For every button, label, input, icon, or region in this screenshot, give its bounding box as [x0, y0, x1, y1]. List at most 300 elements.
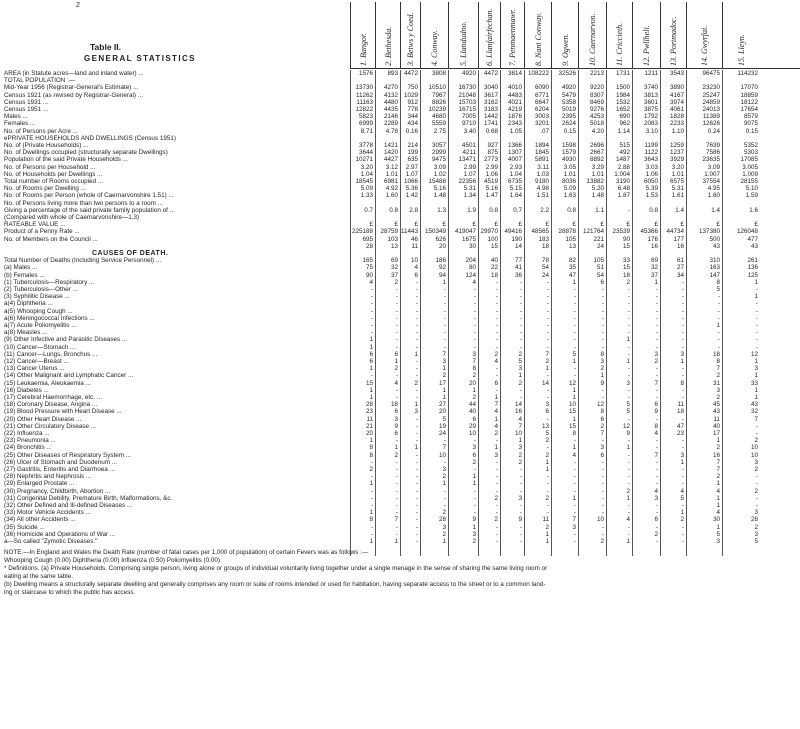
table-cell: 893 — [387, 70, 398, 77]
column-heading — [420, 2, 449, 68]
table-cell: - — [681, 530, 684, 538]
column-header — [350, 2, 800, 68]
table-cell: - — [473, 487, 476, 495]
table-cell: - — [627, 365, 630, 373]
table-cell: - — [395, 386, 398, 394]
table-cell: - — [755, 473, 758, 481]
column-heading-text: 8. Nant Conway. — [533, 12, 543, 66]
table-cell: - — [495, 286, 498, 293]
table-cell: 4007 — [507, 156, 522, 164]
table-cell: - — [495, 523, 498, 531]
table-cell: 1.51 — [536, 192, 549, 200]
row-label: (34) All other Accidents ... — [4, 516, 76, 524]
table-cell: £ — [626, 221, 630, 229]
table-cell: - — [627, 322, 630, 329]
table-cell: 5.36 — [405, 185, 418, 193]
table-cell: 9075 — [743, 120, 758, 128]
table-cell: - — [655, 293, 658, 301]
table-cell: 4 — [626, 516, 630, 524]
table-cell: 3 — [754, 365, 758, 373]
column-heading — [660, 2, 687, 68]
table-cell: 176 — [647, 235, 658, 243]
column-heading-text: 12. Pwllheli. — [642, 25, 651, 66]
table-cell: - — [601, 509, 604, 517]
table-cell: 92 — [438, 264, 446, 272]
table-cell: - — [519, 509, 522, 517]
table-cell: 2 — [545, 494, 549, 502]
table-cell: 4 — [716, 509, 720, 517]
table-cell: 9276 — [589, 106, 604, 113]
table-cell: 177 — [673, 235, 684, 243]
table-cell: - — [370, 502, 373, 509]
table-cell: 10271 — [355, 156, 373, 164]
table-cell: - — [519, 473, 522, 481]
table-cell: - — [495, 293, 498, 301]
table-cell: - — [415, 307, 418, 315]
table-cell: 4211 — [462, 149, 476, 157]
table-cell: - — [395, 458, 398, 466]
table-cell: 7 — [600, 430, 604, 437]
row-label: (18) Coronary Disease, Angina ... — [4, 401, 98, 409]
table-cell: - — [473, 286, 476, 293]
table-cell: - — [573, 329, 576, 337]
table-cell: 1 — [369, 365, 373, 373]
table-cell: - — [681, 293, 684, 301]
table-cell: 1.48 — [433, 192, 446, 200]
table-cell: 8 — [680, 379, 684, 387]
table-cell: 962 — [619, 120, 630, 128]
table-cell: 9710 — [461, 120, 476, 128]
table-cell: 4 — [394, 379, 398, 387]
footnote-line: ing or staircase to which the public has access. — [4, 589, 136, 597]
table-cell: 4483 — [507, 91, 522, 99]
table-cell: 16730 — [458, 84, 476, 92]
table-cell: - — [681, 394, 684, 401]
table-cell: 4519 — [483, 178, 498, 185]
table-cell: 1500 — [615, 84, 630, 92]
table-cell: 24859 — [702, 98, 720, 106]
row-label: (33) Motor Vehicle Accidents ... — [4, 509, 91, 517]
table-cell: - — [601, 286, 604, 293]
table-cell: - — [519, 307, 522, 315]
table-cell: - — [519, 286, 522, 293]
table-cell: 8 — [654, 422, 658, 430]
table-cell: 136 — [747, 264, 758, 272]
table-cell: 1.009 — [742, 170, 758, 178]
table-cell: 1 — [754, 293, 758, 301]
table-cell: - — [473, 502, 476, 509]
row-label: (a) Males ... — [4, 264, 38, 272]
column-rule — [478, 70, 479, 556]
table-cell: 19 — [438, 422, 446, 430]
row-label: Census 1951 ... — [4, 106, 49, 113]
table-cell: 2 — [545, 523, 549, 531]
row-label: (1) Tuberculosis—Respiratory ... — [4, 278, 95, 286]
table-cell: 3.29 — [591, 163, 604, 171]
table-cell: 12626 — [702, 120, 720, 128]
table-cell: 4253 — [589, 113, 604, 121]
row-label: a(6) Meningococcal Infections ... — [4, 314, 95, 322]
table-cell: 20 — [438, 242, 446, 250]
table-cell: 3.09 — [707, 163, 720, 171]
table-cell: - — [370, 530, 373, 538]
table-cell: 3 — [754, 458, 758, 466]
table-cell: 5 — [442, 415, 446, 423]
table-cell: 28 — [438, 516, 446, 524]
table-cell: - — [573, 307, 576, 315]
row-label: (36) Homicide and Operations of War ... — [4, 530, 116, 538]
table-cell: 12 — [622, 422, 630, 430]
table-cell: 5 — [716, 530, 720, 538]
table-cell: - — [495, 480, 498, 488]
table-cell: 2 — [518, 451, 522, 459]
row-label: (17) Cerebral Haemorrhage, etc. ... — [4, 394, 102, 401]
table-cell: 6 — [545, 408, 549, 416]
table-cell: 1 — [472, 473, 476, 481]
table-cell: 4501 — [461, 142, 476, 149]
table-cell: - — [681, 502, 684, 509]
table-cell: 10 — [438, 451, 446, 459]
table-cell: 1 — [572, 394, 576, 401]
table-cell: 7 — [472, 358, 476, 365]
column-rule — [686, 70, 687, 556]
table-cell: 1.4 — [711, 206, 720, 214]
table-cell: 82 — [568, 257, 576, 265]
table-cell: 8 — [369, 451, 373, 459]
table-cell: 1 — [545, 538, 549, 545]
table-cell: 6981 — [383, 178, 398, 185]
table-cell: 2999 — [431, 149, 446, 157]
table-cell: 11443 — [400, 228, 418, 236]
table-cell: - — [473, 509, 476, 517]
table-cell: - — [681, 286, 684, 293]
table-cell: - — [415, 430, 418, 437]
table-cell: - — [655, 509, 658, 517]
table-cell: - — [546, 415, 549, 423]
table-cell: 1 — [369, 437, 373, 445]
row-label: (35) Suicide ... — [4, 523, 45, 531]
table-cell: - — [415, 451, 418, 459]
table-cell: 310 — [709, 257, 720, 265]
table-cell: - — [370, 473, 373, 481]
table-cell: 1.07 — [405, 170, 418, 178]
table-cell: - — [573, 437, 576, 445]
table-cell: - — [370, 293, 373, 301]
table-cell: - — [395, 530, 398, 538]
column-heading-text: 5. Llandudno. — [459, 21, 468, 66]
table-cell: 1.60 — [385, 192, 398, 200]
table-cell: 3 — [518, 444, 522, 452]
table-cell: - — [546, 322, 549, 329]
row-label: (12) Cancer—Breast ... — [4, 358, 69, 365]
table-cell: - — [655, 444, 658, 452]
table-cell: 7 — [716, 365, 720, 373]
table-cell: 3162 — [483, 98, 498, 106]
table-cell: - — [395, 286, 398, 293]
column-rule — [375, 70, 376, 556]
table-cell: 31 — [712, 379, 720, 387]
table-cell: - — [717, 300, 720, 308]
table-cell: 1.01 — [591, 170, 604, 178]
table-cell: 20 — [468, 379, 476, 387]
table-cell: 108222 — [527, 70, 549, 77]
table-cell: 17085 — [740, 156, 758, 164]
table-cell: 10 — [568, 401, 576, 409]
table-cell: 500 — [709, 235, 720, 243]
table-cell: - — [415, 487, 418, 495]
table-cell: 1.33 — [360, 192, 373, 200]
table-cell: 25247 — [702, 91, 720, 99]
table-cell: 37 — [390, 271, 398, 279]
table-cell: 1 — [626, 538, 630, 545]
table-cell: 1 — [472, 523, 476, 531]
table-cell: 2 — [716, 473, 720, 481]
table-cell: 44 — [468, 401, 476, 409]
table-cell: 4427 — [383, 156, 398, 164]
row-label: No. of Members on the Council ... — [4, 235, 98, 243]
table-cell: - — [395, 314, 398, 322]
row-label: (27) Gastritis, Enteritis and Diarrhoea ... — [4, 466, 115, 473]
table-cell: 3.005 — [742, 163, 758, 171]
row-label: (24) Bronchitis ... — [4, 444, 52, 452]
table-cell: - — [681, 307, 684, 315]
table-cell: 4 — [414, 264, 418, 272]
table-cell: 3601 — [643, 98, 658, 106]
row-label: Total Number of Deaths (Including Service Personnel) ... — [4, 257, 162, 265]
table-cell: 1.53 — [645, 192, 658, 200]
table-cell: 2233 — [669, 120, 684, 128]
table-cell: - — [655, 480, 658, 488]
table-cell: - — [495, 458, 498, 466]
table-cell: - — [573, 293, 576, 301]
table-cell: 12822 — [355, 106, 373, 113]
table-cell: £ — [494, 221, 498, 229]
table-cell: - — [681, 322, 684, 329]
table-cell: - — [655, 538, 658, 545]
table-cell: 2 — [545, 451, 549, 459]
table-cell: 7 — [716, 458, 720, 466]
table-cell: - — [443, 307, 446, 315]
table-cell: 1 — [716, 523, 720, 531]
table-cell: 12 — [750, 350, 758, 358]
table-cell: 1 — [369, 509, 373, 517]
table-cell: - — [519, 278, 522, 286]
row-label: a(5) Whooping Cough ... — [4, 307, 73, 315]
table-cell: 750 — [407, 84, 418, 92]
table-cell: 8 — [716, 358, 720, 365]
table-cell: - — [395, 523, 398, 531]
table-cell: 13730 — [355, 84, 373, 92]
table-cell: - — [655, 473, 658, 481]
table-cell: 778 — [407, 106, 418, 113]
table-cell: 2 — [494, 350, 498, 358]
table-cell: - — [546, 307, 549, 315]
table-cell: 5 — [545, 430, 549, 437]
table-cell: - — [495, 466, 498, 473]
table-cell: 16 — [514, 408, 522, 416]
column-heading — [478, 2, 501, 68]
table-cell: 1 — [626, 358, 630, 365]
table-cell: 13 — [568, 242, 576, 250]
table-cell: 7586 — [705, 149, 720, 157]
table-cell: 199 — [407, 149, 418, 157]
table-cell: 3 — [472, 350, 476, 358]
table-cell: - — [546, 293, 549, 301]
table-cell: - — [415, 523, 418, 531]
table-cell: 16 — [650, 242, 658, 250]
table-cell: 8892 — [589, 156, 604, 164]
table-cell: - — [655, 415, 658, 423]
table-cell: 5.31 — [671, 185, 684, 193]
table-cell: 1 — [654, 278, 658, 286]
table-cell: 3 — [545, 401, 549, 409]
column-heading — [500, 2, 525, 68]
table-cell: 10 — [514, 430, 522, 437]
table-cell: - — [573, 314, 576, 322]
table-cell: 1792 — [643, 113, 658, 121]
table-cell: - — [473, 494, 476, 502]
table-cell: 3543 — [669, 70, 684, 77]
table-cell: 6 — [414, 271, 418, 279]
table-cell: 4472 — [483, 70, 498, 77]
table-cell: 4 — [494, 408, 498, 416]
table-cell: £ — [369, 221, 373, 229]
table-cell: - — [573, 509, 576, 517]
table-cell: - — [755, 286, 758, 293]
table-cell: - — [601, 336, 604, 344]
table-cell: - — [495, 502, 498, 509]
table-cell: 15 — [568, 422, 576, 430]
table-cell: - — [495, 322, 498, 329]
table-cell: 1741 — [483, 120, 498, 128]
table-cell: 2 — [442, 530, 446, 538]
table-cell: 80 — [468, 264, 476, 272]
table-cell: - — [627, 314, 630, 322]
table-cell: 29 — [468, 422, 476, 430]
table-cell: 13882 — [586, 178, 604, 185]
table-cell: 33 — [750, 379, 758, 387]
table-cell: 124 — [465, 271, 476, 279]
table-cell: 20 — [438, 408, 446, 416]
table-cell: - — [495, 329, 498, 337]
table-cell: 7 — [572, 516, 576, 524]
table-cell: - — [573, 365, 576, 373]
table-cell: 8 — [716, 278, 720, 286]
table-cell: 1 — [545, 530, 549, 538]
table-cell: - — [519, 322, 522, 329]
table-cell: 18 — [390, 401, 398, 409]
table-cell: 1 — [716, 502, 720, 509]
table-cell: 1894 — [534, 142, 549, 149]
table-cell: 225188 — [351, 228, 373, 236]
table-cell: 6 — [600, 451, 604, 459]
table-cell: 1.1 — [595, 206, 604, 214]
table-cell: 17 — [712, 430, 720, 437]
table-cell: - — [627, 293, 630, 301]
table-cell: 3040 — [483, 84, 498, 92]
table-cell: 1 — [572, 386, 576, 394]
table-cell: - — [681, 437, 684, 445]
table-cell: 54 — [596, 271, 604, 279]
table-cell: 4.20 — [591, 127, 604, 135]
row-label: a(4) Diphtheria ... — [4, 300, 53, 308]
table-cell: 2 — [754, 523, 758, 531]
column-rule — [350, 70, 351, 556]
row-label: Census 1921 (as revised by Registrar-General) ... — [4, 91, 143, 99]
footnotes — [4, 549, 800, 597]
table-cell: 4472 — [403, 70, 418, 77]
row-label: No. of Rooms per Person (whole of Caernarvonshire 1.51) ... — [4, 192, 174, 200]
table-cell: - — [443, 329, 446, 337]
table-cell: 1 — [572, 358, 576, 365]
table-cell: - — [627, 329, 630, 337]
column-heading — [448, 2, 479, 68]
table-cell: - — [655, 286, 658, 293]
table-cell: 10 — [750, 451, 758, 459]
column-heading-text: 14. Gwyrfai. — [700, 25, 709, 66]
table-cell: 2 — [754, 437, 758, 445]
table-cell: - — [370, 372, 373, 380]
table-cell: 1.3 — [437, 206, 446, 214]
table-cell: - — [655, 437, 658, 445]
table-cell: 1828 — [669, 113, 684, 121]
table-cell: 2 — [494, 494, 498, 502]
table-cell: 1 — [518, 437, 522, 445]
table-cell: 690 — [619, 113, 630, 121]
table-cell: 14 — [541, 379, 549, 387]
table-cell: - — [573, 322, 576, 329]
table-cell: - — [395, 329, 398, 337]
row-label: (9) Other Infective and Parasitic Diseases ... — [4, 336, 128, 344]
table-cell: 8 — [600, 350, 604, 358]
table-cell: - — [601, 487, 604, 495]
table-cell: - — [415, 502, 418, 509]
table-cell: 1 — [716, 480, 720, 488]
table-cell: 8 — [572, 430, 576, 437]
table-cell: - — [601, 293, 604, 301]
table-cell: 1 — [572, 494, 576, 502]
table-cell: 695 — [362, 235, 373, 243]
table-cell: 1598 — [561, 142, 576, 149]
table-cell: 47 — [568, 271, 576, 279]
table-cell: - — [627, 480, 630, 488]
table-cell: 1 — [442, 386, 446, 394]
table-cell: 1 — [545, 458, 549, 466]
table-cell: 5 — [680, 494, 684, 502]
table-cell: - — [395, 494, 398, 502]
footnote-line: NOTE.—In England and Wales the Death Rate (number of fatal cases per 1,000 of population) of certain Fevers was as follows :— — [4, 549, 369, 557]
table-cell: - — [415, 278, 418, 286]
table-cell: 9220 — [589, 84, 604, 92]
table-cell: - — [395, 509, 398, 517]
table-cell: - — [370, 487, 373, 495]
table-cell: 0.7 — [513, 206, 522, 214]
table-cell: 3.03 — [645, 163, 658, 171]
table-cell: 1 — [626, 336, 630, 344]
header-rule — [350, 68, 800, 69]
table-cell: 3183 — [483, 106, 498, 113]
table-cell: - — [573, 466, 576, 473]
row-label: No. of Dwellings occupied (structurally separate Dwellings) — [4, 149, 168, 157]
table-cell: 5018 — [589, 120, 604, 128]
table-cell: 7 — [654, 451, 658, 459]
table-cell: - — [415, 458, 418, 466]
table-cell: 23230 — [702, 84, 720, 92]
table-cell: - — [601, 437, 604, 445]
table-cell: 2667 — [589, 149, 604, 157]
table-cell: - — [370, 458, 373, 466]
table-cell: 165 — [362, 257, 373, 265]
